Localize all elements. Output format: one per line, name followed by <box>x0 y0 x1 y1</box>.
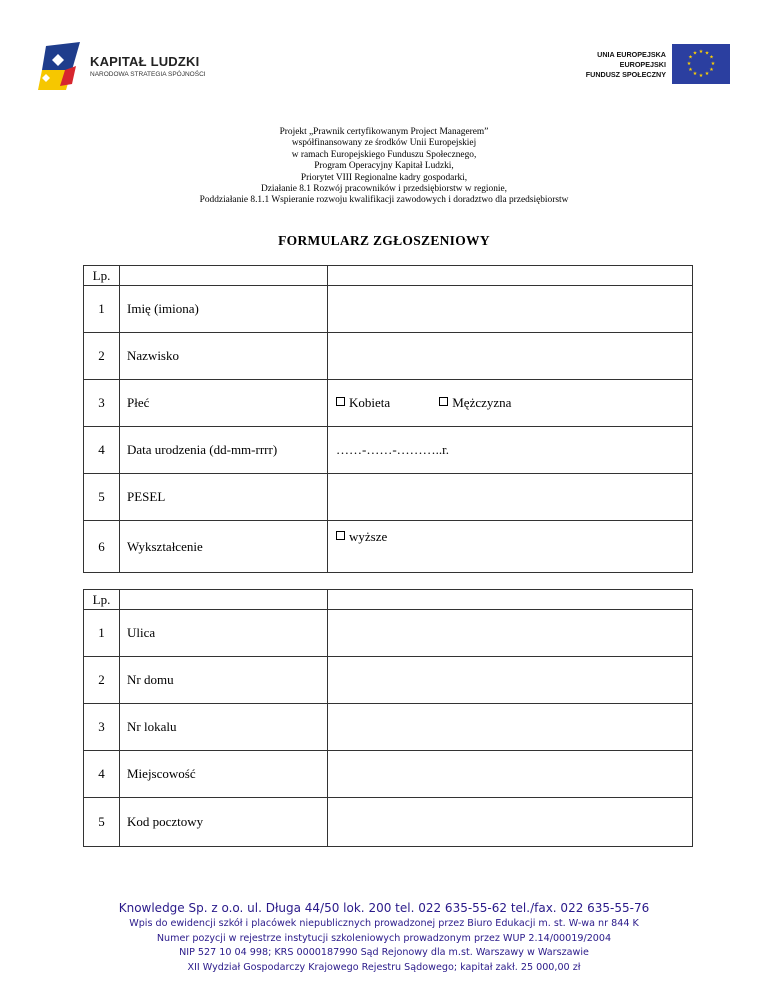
gender-option-label: Kobieta <box>349 395 391 410</box>
eu-logo-line2: EUROPEJSKI <box>619 60 666 69</box>
footer <box>0 900 768 975</box>
label-header <box>120 266 328 286</box>
row-label: Ulica <box>120 610 328 657</box>
birth-date-field[interactable]: ……-……-………..r. <box>328 427 693 474</box>
row-label: Imię (imiona) <box>120 286 328 333</box>
checkbox-icon <box>336 397 345 406</box>
row-label: Nazwisko <box>120 333 328 380</box>
table-row <box>84 286 693 333</box>
personal-data-table <box>83 265 693 573</box>
svg-text:★: ★ <box>688 54 693 61</box>
eu-logo-line3: FUNDUSZ SPOŁECZNY <box>585 70 666 79</box>
svg-text:★: ★ <box>692 71 698 77</box>
project-line: Program Operacyjny Kapitał Ludzki, <box>314 161 454 172</box>
svg-text:★: ★ <box>709 54 714 61</box>
eu-logo-line1: UNIA EUROPEJSKA <box>597 50 666 59</box>
row-number: 2 <box>84 333 120 380</box>
svg-text:★: ★ <box>686 61 692 67</box>
table-row <box>84 380 693 427</box>
address-table <box>83 589 693 847</box>
project-line: Priorytet VIII Regionalne kadry gospodarki, <box>300 172 468 183</box>
eu-logo <box>560 44 730 88</box>
row-number: 2 <box>84 657 120 704</box>
form-title: FORMULARZ ZGŁOSZENIOWY <box>278 233 490 248</box>
footer-registry-line: Wpis do ewidencji szkół i placówek niepublicznych prowadzonej przez Biuro Edukacji m. st. W-wa nr 844 K <box>129 918 639 929</box>
last-name-field[interactable] <box>328 333 693 380</box>
apartment-number-field[interactable] <box>328 704 693 751</box>
education-option-label: wyższe <box>349 529 388 544</box>
row-number: 4 <box>84 427 120 474</box>
row-number: 1 <box>84 610 120 657</box>
row-label: Nr lokalu <box>120 704 328 751</box>
row-label: Płeć <box>120 380 328 427</box>
footer-registry-line: NIP 527 10 04 998; KRS 0000187990 Sąd Rejonowy dla m.st. Warszawy w Warszawie <box>179 947 589 958</box>
svg-text:★: ★ <box>709 67 714 73</box>
row-number: 5 <box>84 798 120 847</box>
table-row <box>84 427 693 474</box>
lp-header: Lp. <box>84 590 120 610</box>
pesel-field[interactable] <box>328 474 693 521</box>
svg-text:★: ★ <box>704 50 710 57</box>
table-row <box>84 521 693 573</box>
footer-company-line: Knowledge Sp. z o.o. ul. Długa 44/50 lok. 200 tel. 022 635-55-62 tel./fax. 022 635-55-76 <box>118 901 650 915</box>
row-number: 3 <box>84 704 120 751</box>
project-description <box>0 127 768 207</box>
street-field[interactable] <box>328 610 693 657</box>
education-field <box>328 521 693 573</box>
row-label: Data urodzenia (dd-mm-rrrr) <box>120 427 328 474</box>
table-row <box>84 657 693 704</box>
table-header-row <box>84 266 693 286</box>
row-label: Miejscowość <box>120 751 328 798</box>
footer-registry-line: Numer pozycji w rejestrze instytucji szkoleniowych prowadzonym przez WUP 2.14/00019/2004 <box>156 932 612 944</box>
row-label: Kod pocztowy <box>120 798 328 847</box>
row-label: PESEL <box>120 474 328 521</box>
table-header-row <box>84 590 693 610</box>
kapital-ludzki-title: KAPITAŁ LUDZKI <box>90 54 200 69</box>
table-row <box>84 704 693 751</box>
row-label: Wykształcenie <box>120 521 328 573</box>
svg-text:★: ★ <box>698 73 704 79</box>
table-row <box>84 610 693 657</box>
table-row <box>84 333 693 380</box>
lp-header: Lp. <box>84 266 120 286</box>
checkbox-icon <box>336 531 345 540</box>
value-header <box>328 266 693 286</box>
row-number: 6 <box>84 521 120 573</box>
project-line: Poddziałanie 8.1.1 Wspieranie rozwoju kwalifikacji zawodowych i doradztwo dla przedsiębiorstw <box>199 195 569 206</box>
label-header <box>120 590 328 610</box>
row-number: 5 <box>84 474 120 521</box>
kapital-ludzki-emblem-icon <box>38 40 86 92</box>
value-header <box>328 590 693 610</box>
table-row <box>84 798 693 847</box>
row-label: Nr domu <box>120 657 328 704</box>
house-number-field[interactable] <box>328 657 693 704</box>
svg-text:★: ★ <box>710 61 716 67</box>
gender-field <box>328 380 693 427</box>
gender-option-label: Mężczyzna <box>452 395 512 410</box>
row-number: 3 <box>84 380 120 427</box>
row-number: 1 <box>84 286 120 333</box>
eu-logo-text <box>586 50 666 80</box>
project-line: w ramach Europejskiego Funduszu Społecznego, <box>291 149 477 160</box>
project-line: Działanie 8.1 Rozwój pracowników i przedsiębiorstw w regionie, <box>260 184 508 195</box>
gender-option-male[interactable] <box>439 395 511 411</box>
gender-option-female[interactable] <box>336 395 436 411</box>
table-row <box>84 751 693 798</box>
education-option-higher[interactable] <box>336 529 387 545</box>
checkbox-icon <box>439 397 448 406</box>
postal-code-field[interactable] <box>328 798 693 847</box>
eu-flag-icon <box>672 44 730 84</box>
svg-text:★: ★ <box>698 49 704 55</box>
svg-text:★: ★ <box>704 71 710 77</box>
project-line: Projekt „Prawnik certyfikowanym Project Managerem” <box>279 127 489 137</box>
project-line: współfinansowany ze środków Unii Europejskiej <box>291 138 477 149</box>
city-field[interactable] <box>328 751 693 798</box>
table-row <box>84 474 693 521</box>
kapital-ludzki-logo <box>38 40 228 92</box>
first-name-field[interactable] <box>328 286 693 333</box>
row-number: 4 <box>84 751 120 798</box>
svg-text:★: ★ <box>688 67 693 73</box>
footer-registry-line: XII Wydział Gospodarczy Krajowego Rejestru Sądowego; kapitał zakł. 25 000,00 zł <box>187 961 581 973</box>
kapital-ludzki-subtitle: NARODOWA STRATEGIA SPÓJNOŚCI <box>90 71 206 78</box>
svg-text:★: ★ <box>692 50 698 57</box>
